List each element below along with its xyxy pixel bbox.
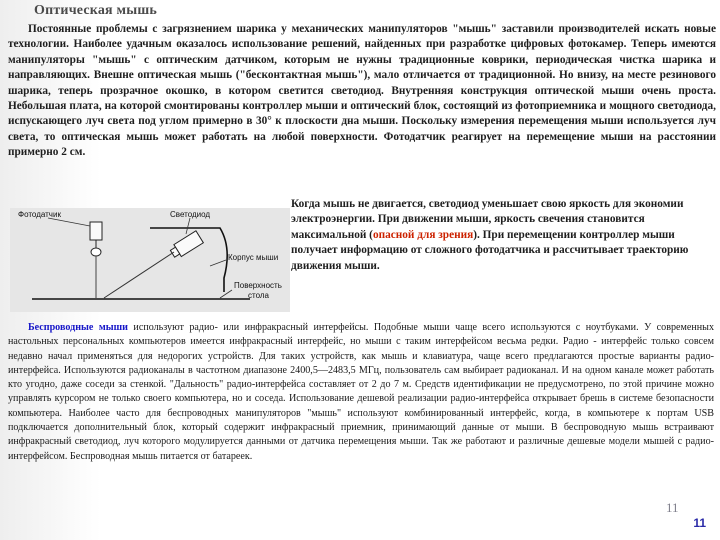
lens-shape [91, 248, 101, 256]
label-surface-2: стола [248, 291, 269, 300]
optical-mouse-diagram [10, 208, 290, 312]
wireless-heading: Беспроводные мыши [28, 322, 128, 333]
page-title: Оптическая мышь [34, 3, 158, 18]
page-number: 11 [693, 516, 706, 530]
wireless-body: используют радио- или инфракрасный интерфейсы. Подобные мыши чаще всего используются с ноутбуками. У современных настольных персональных компьютеров имеется инфракрасный интерфейс, но мыши с таким интерфейсом весьма редки. Радио - интерфейс только совсем недавно начал применяться для недорогих устройств. Для таких устройств, как мышь и клавиатура, чаще всего предлагаются простые варианты радио-интерфейса. Используются радиоканалы в частотном диапазоне 2400,5—2483,5 МГц, пользователь сам выбирает радиоканал. И на одном канале может работать кто угодно, даже соседи за стенкой. "Дальность" радио-интерфейса составляет от 2 до 7 м. Средств идентификации не предусмотрено, по этой причине можно управлять курсором не только своего компьютера, но и соседа. Использование дешевой реализации радио-интерфейса открывает брешь в системе безопасности компьютера. Наиболее часто для беспроводных манипуляторов "мышь" используют комбинированный интерфейс, когда, в компьютере к портам USB подключается дополнительный блок, который содержит инфракрасный приемник, принимающий данные от мыши. В беспроводную мышь встраивают инфракрасный светодиод, луч которого модулируется данными от датчика перемещения мыши. Так же работают и различные дешевые модели мышей с радио-интерфейсом. Беспроводная мышь питается от батареек. [8, 322, 714, 462]
label-surface-1: Поверхность [234, 281, 282, 290]
wireless-mice-paragraph [8, 321, 714, 464]
photodetector-shape [90, 222, 102, 240]
right-text-start: Когда мышь не двигается, светодиод уменьшает свою яркость для экономии электроэнергии. При движении мыши, яркость свечения становится максимальной ( [291, 198, 684, 241]
right-text-end: ). При перемещении контроллер мыши получает информацию от сложного фотодатчика и рассчитывает траекторию движения мыши. [291, 228, 689, 272]
diagram-svg [10, 208, 290, 312]
label-led: Светодиод [170, 210, 211, 219]
page-number-ghost: 11 [666, 500, 679, 515]
led-brightness-paragraph [291, 197, 709, 274]
label-photodetector: Фотодатчик [18, 210, 61, 219]
intro-paragraph: Постоянные проблемы с загрязнением шарика у механических манипуляторов "мышь" заставили производителей искать новые технологии. Наиболее удачным оказалось использование решений, найденных при разработке цифровых фотокамер. Теперь имеются манипуляторы "мышь" с оптическим датчиком, которым не нужны традиционные коврики, периодическая чистка шарика и направляющих. Внешне оптическая мышь ("бесконтактная мышь"), мало отличается от традиционной. Но внизу, на месте резинового шарика, теперь прозрачное окошко, в котором светится светодиод. Внутренняя конструкция оптической мыши очень проста. Небольшая плата, на которой смонтированы контроллер мыши и оптический блок, состоящий из фотоприемника и мощного светодиода, испускающего луч света под углом примерно в 30° к плоскости дна мыши. Поскольку измерения перемещения мыши используется луч света, то оптическая мышь может работать на любой поверхности. Фотодатчик реагирует на перемещение мыши на расстоянии примерно 2 см. [8, 23, 716, 159]
label-mouse-body: Корпус мыши [228, 253, 279, 262]
danger-highlight: опасной для зрения [372, 228, 474, 241]
